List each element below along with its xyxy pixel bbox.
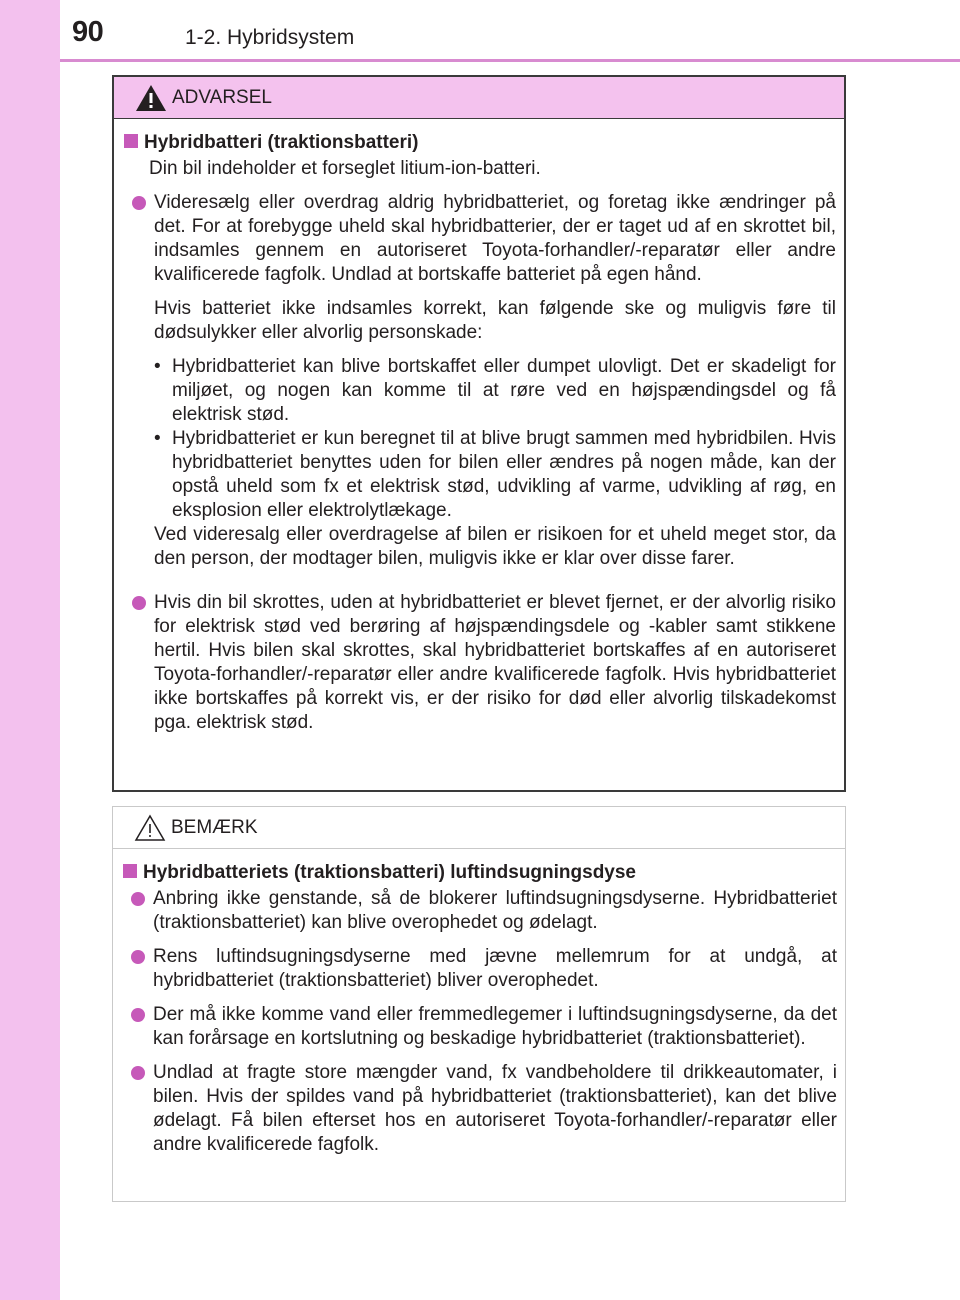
warning-box	[112, 75, 846, 792]
bullet-dot-icon	[131, 1008, 145, 1022]
warning-subitem-2	[154, 427, 836, 523]
header-rule	[60, 59, 960, 62]
page-number: 90	[72, 16, 104, 48]
notice-bullet-2	[123, 945, 837, 993]
warning-body	[114, 119, 844, 735]
notice-label: BEMÆRK	[171, 817, 258, 838]
section-title: 1-2. Hybridsystem	[185, 26, 355, 49]
notice-bullet-4-text: Undlad at fragte store mængder vand, fx vandbeholdere til drikkeautomater, i bilen. Hvis der spildes vand på hybridbatteriet (traktionsbatteriet), kan det blive ødelagt. Få bilen efterset hos en autoriseret Toyota-forhandler/-reparatør eller andre kvalificerede fagfolk.	[153, 1062, 837, 1155]
warning-topic	[124, 131, 836, 155]
notice-box	[112, 806, 846, 1202]
bullet-dot-icon	[132, 196, 146, 210]
notice-body	[113, 849, 845, 1157]
caution-outline-triangle-icon	[133, 813, 167, 843]
warning-label: ADVARSEL	[172, 87, 272, 108]
notice-topic-heading: Hybridbatteriets (traktionsbatteri) luftindsugningsdyse	[143, 862, 636, 883]
bullet-dot-icon	[132, 596, 146, 610]
warning-bullet-1	[124, 191, 836, 581]
warning-triangle-icon	[134, 83, 168, 113]
bullet-dot-icon	[131, 950, 145, 964]
left-color-band	[0, 0, 60, 1300]
bullet-dot-icon	[131, 892, 145, 906]
notice-bullet-2-text: Rens luftindsugningsdyserne med jævne mellemrum for at undgå, at hybridbatteriet (traktionsbatteriet) bliver overophedet.	[153, 946, 837, 991]
square-marker-icon	[123, 864, 137, 878]
warning-bullet-2	[124, 591, 836, 735]
warning-subitem-1	[154, 355, 836, 427]
square-marker-icon	[124, 134, 138, 148]
warning-bullet-2-text: Hvis din bil skrottes, uden at hybridbatteriet er blevet fjernet, er der alvorlig risiko for elektrisk stød ved berøring af højspændingsdele og -kabler samt stikkene hertil. Hvis bilen skal skrottes, skal hybridbatteriet bortskaffes af en autoriseret Toyota-forhandler/-reparatør eller andre kvalificerede fagfolk. Hvis hybridbatteriet ikke bortskaffes på korrekt vis, er der risiko for død eller alvorlig tilskadekomst pga. elektrisk stød.	[154, 592, 836, 733]
notice-bullet-1	[123, 887, 837, 935]
warning-bullet-1-text: Videresælg eller overdrag aldrig hybridbatteriet, og foretag ikke ændringer på det. For at forebygge uheld skal hybridbatterier, der er taget ud af en skrottet bil, indsamles gennem en autoriseret Toyota-forhandler/-reparatør eller andre kvalificerede fagfolk. Undlad at bortskaffe batteriet på egen hånd.	[154, 192, 836, 285]
sub-bullet-icon: •	[154, 356, 161, 377]
warning-subitem-1-text: Hybridbatteriet kan blive bortskaffet eller dumpet ulovligt. Det er skadeligt for miljøet, og nogen kan komme til at røre ved en højspændingsdel og få elektrisk stød.	[172, 356, 836, 425]
warning-bullet-1-closing: Ved videresalg eller overdragelse af bilen er risikoen for et uheld meget stor, da den person, der modtager bilen, muligvis ikke er klar over disse farer.	[154, 524, 836, 569]
notice-topic	[123, 861, 837, 885]
notice-bullet-3	[123, 1003, 837, 1051]
notice-bullet-1-text: Anbring ikke genstande, så de blokerer luftindsugningsdyserne. Hybridbatteriet (traktionsbatteriet) kan blive overophedet og ødelagt.	[153, 888, 837, 933]
warning-subitem-2-text: Hybridbatteriet er kun beregnet til at blive brugt sammen med hybridbilen. Hvis hybridbatteriet benyttes uden for bilen eller ændres på nogen måde, kan der opstå uheld som fx et elektrisk stød, udvikling af varme, udvikling af røg, en eksplosion eller elektrolytlækage.	[172, 428, 836, 521]
warning-topic-heading: Hybridbatteri (traktionsbatteri)	[144, 132, 419, 153]
notice-bullet-3-text: Der må ikke komme vand eller fremmedlegemer i luftindsugningsdyserne, da det kan forårsage en kortslutning og beskadige hybridbatteriet (traktionsbatteriet).	[153, 1004, 837, 1049]
warning-header	[114, 77, 844, 119]
notice-header	[113, 807, 845, 849]
warning-intro: Din bil indeholder et forseglet litium-ion-batteri.	[149, 158, 541, 179]
notice-bullet-4	[123, 1061, 837, 1157]
warning-bullet-1-para: Hvis batteriet ikke indsamles korrekt, kan følgende ske og muligvis føre til dødsulykker eller alvorlig personskade:	[154, 298, 836, 343]
sub-bullet-icon: •	[154, 428, 161, 449]
bullet-dot-icon	[131, 1066, 145, 1080]
